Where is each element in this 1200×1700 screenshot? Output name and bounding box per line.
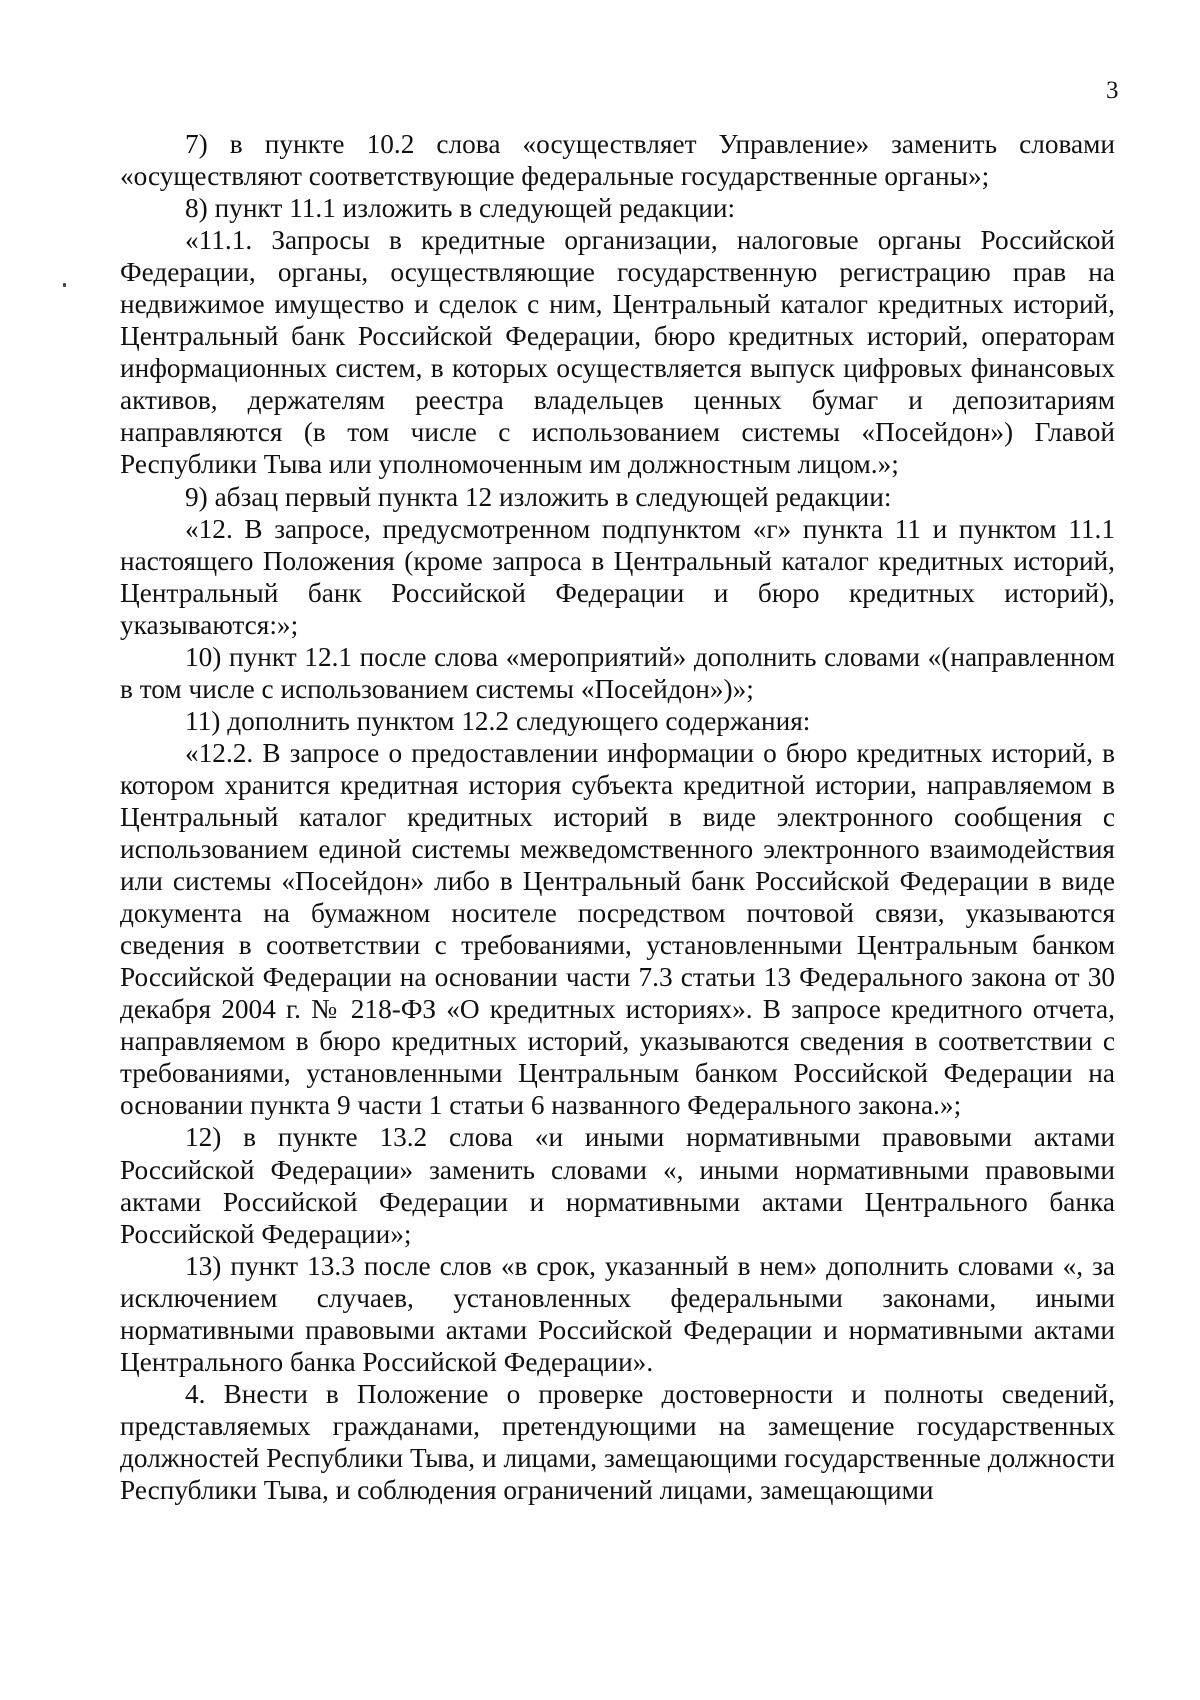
paragraph-item-11: 11) дополнить пунктом 12.2 следующего содержания:	[185, 705, 811, 736]
paragraph-quote-11-1: «11.1. Запросы в кредитные организации, налоговые органы Российской Федерации, органы, осуществляющие государственную регистрацию прав на недвижимое имущество и сделок с ним, Центральный каталог кредитных историй, Центральный банк Российской Федерации, бюро кредитных историй, операторам информационных систем, в которых осуществляется выпуск цифровых финансовых активов, держателям реестра владельцев ценных бумаг и депозитариям направляются (в том числе с использованием системы «Посейдон») Главой Республики Тыва или уполномоченным им должностным лицом.»;	[120, 225, 1115, 480]
scan-speck	[63, 283, 66, 287]
paragraph-item-12: 12) в пункте 13.2 слова «и иными нормативными правовыми актами Российской Федерации» заменить словами «, иными нормативными правовыми актами Российской Федерации и нормативными актами Центрального банка Российской Федерации»;	[120, 1122, 1115, 1249]
paragraph-item-10: 10) пункт 12.1 после слова «мероприятий» дополнить словами «(направленном в том числе с использованием системы «Посейдон»)»;	[120, 641, 1115, 704]
paragraph-item-8: 8) пункт 11.1 изложить в следующей редакции:	[185, 193, 736, 224]
document-body	[120, 128, 1115, 1506]
paragraph-item-7: 7) в пункте 10.2 слова «осуществляет Управление» заменить словами «осуществляют соответствующие федеральные государственные органы»;	[120, 129, 1115, 192]
paragraph-quote-12-2: «12.2. В запросе о предоставлении информации о бюро кредитных историй, в котором хранится кредитная история субъекта кредитной истории, направляемом в Центральный каталог кредитных историй в виде электронного сообщения с использованием единой системы межведомственного электронного взаимодействия или системы «Посейдон» либо в Центральный банк Российской Федерации в виде документа на бумажном носителе посредством почтовой связи, указываются сведения в соответствии с требованиями, установленными Центральным банком Российской Федерации на основании части 7.3 статьи 13 Федерального закона от 30 декабря 2004 г. № 218-ФЗ «О кредитных историях». В запросе кредитного отчета, направляемом в бюро кредитных историй, указываются сведения в соответствии с требованиями, установленными Центральным банком Российской Федерации на основании пункта 9 части 1 статьи 6 названного Федерального закона.»;	[120, 737, 1115, 1121]
paragraph-item-13: 13) пункт 13.3 после слов «в срок, указанный в нем» дополнить словами «, за исключением случаев, установленных федеральными законами, иными нормативными правовыми актами Российской Федерации и нормативными актами Центрального банка Российской Федерации».	[120, 1250, 1115, 1377]
paragraph-item-9: 9) абзац первый пункта 12 изложить в следующей редакции:	[185, 481, 892, 512]
page-number: 3	[1106, 77, 1119, 104]
paragraph-quote-12: «12. В запросе, предусмотренном подпунктом «г» пункта 11 и пунктом 11.1 настоящего Положения (кроме запроса в Центральный каталог кредитных историй, Центральный банк Российской Федерации и бюро кредитных историй), указываются:»;	[120, 513, 1115, 640]
paragraph-section-4: 4. Внести в Положение о проверке достоверности и полноты сведений, представляемых гражданами, претендующими на замещение государственных должностей Республики Тыва, и лицами, замещающими государственные должности Республики Тыва, и соблюдения ограничений лицами, замещающими	[120, 1378, 1115, 1505]
